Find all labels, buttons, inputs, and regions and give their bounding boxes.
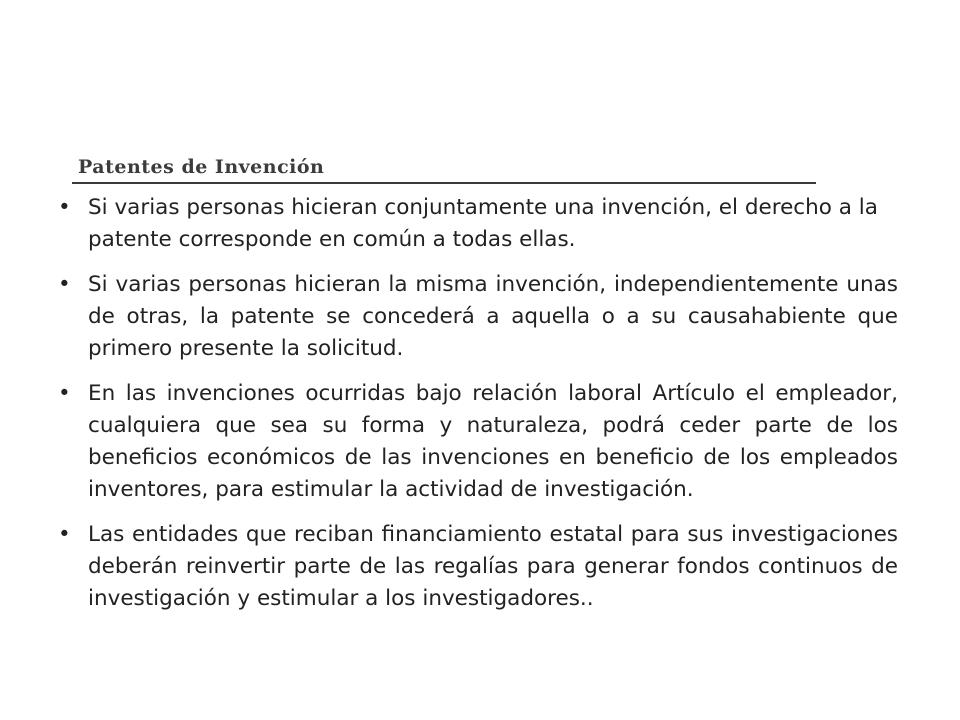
slide-content	[56, 192, 898, 628]
bullet-text: En las invenciones ocurridas bajo relación laboral Artículo el empleador, cualquiera que sea su forma y naturaleza, podrá ceder parte de los beneficios económicos de las invenciones en beneficio de los empleados inventores, para estimular la actividad de investigación.	[88, 381, 898, 502]
bullet-icon: •	[58, 272, 71, 297]
bullet-item	[56, 519, 898, 615]
slide-header	[72, 154, 816, 184]
bullet-item	[56, 378, 898, 506]
slide-title: Patentes de Invención	[78, 156, 325, 178]
bullet-text: Si varias personas hicieran conjuntamente una invención, el derecho a la patente corresponde en común a todas ellas.	[88, 195, 878, 252]
bullet-list	[56, 192, 898, 615]
bullet-text: Si varias personas hicieran la misma invención, independientemente unas de otras, la patente se concederá a aquella o a su causahabiente que primero presente la solicitud.	[88, 272, 898, 361]
bullet-item	[56, 192, 898, 256]
bullet-item	[56, 269, 898, 365]
bullet-icon: •	[58, 522, 71, 547]
bullet-icon: •	[58, 381, 71, 406]
bullet-icon: •	[58, 195, 71, 220]
bullet-text: Las entidades que reciban financiamiento estatal para sus investigaciones deberán reinvertir parte de las regalías para generar fondos continuos de investigación y estimular a los investigadores..	[88, 522, 898, 611]
